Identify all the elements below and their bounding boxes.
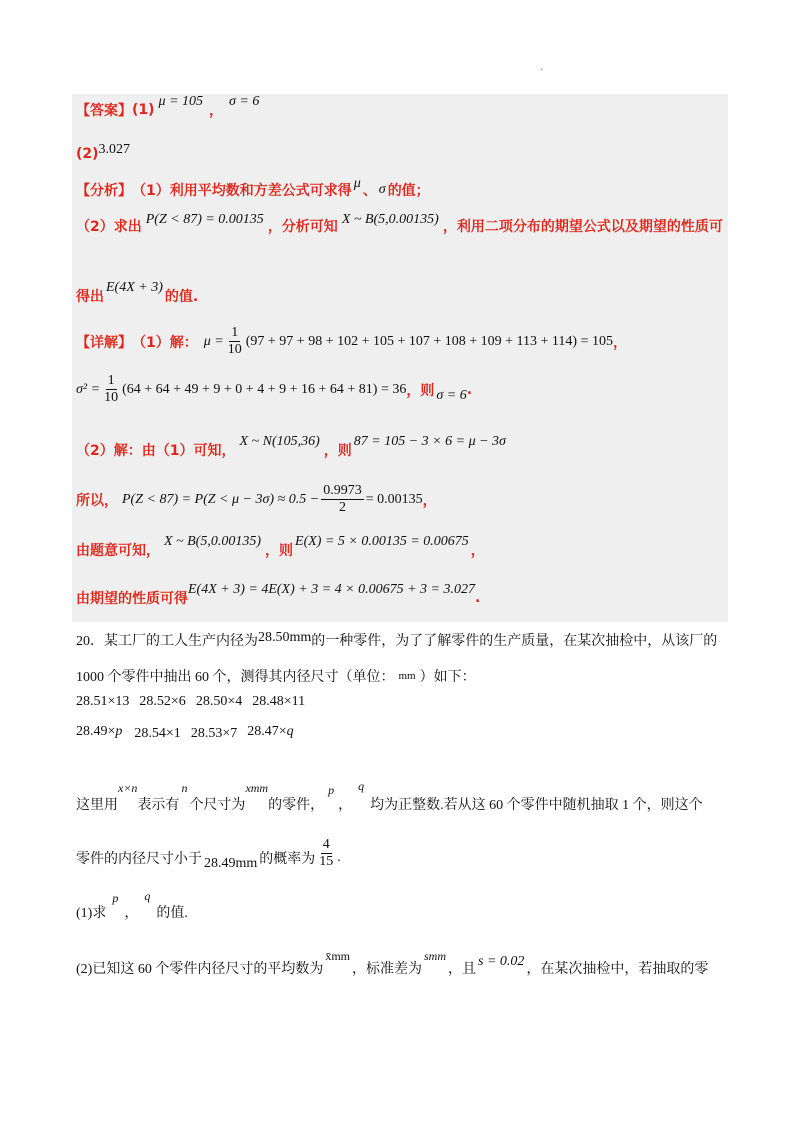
answer-part2-number: (2) bbox=[76, 146, 99, 162]
q20-data-cell: 28.51×13 bbox=[76, 694, 130, 709]
analysis-label: 【分析】 bbox=[76, 183, 132, 199]
q20-threshold: 28.49mm bbox=[204, 855, 258, 871]
q20-data-cell: 28.48×11 bbox=[252, 694, 306, 709]
q20-line4-a: 零件的内径尺寸小于 bbox=[76, 851, 202, 867]
q20-line3-e: 均为正整数.若从这 60 个零件中随机抽取 1 个，则这个 bbox=[370, 798, 703, 813]
q20-sym-smm: smm bbox=[424, 948, 447, 963]
q20-sym-n: n bbox=[181, 780, 188, 795]
analysis-line3-b: 的值. bbox=[164, 289, 199, 305]
q20-sym-xbar: x̄mm bbox=[325, 948, 350, 963]
detail-fraction-2 bbox=[102, 374, 120, 405]
q20-data-row-2 bbox=[76, 724, 294, 740]
detail-line1-end: ， bbox=[612, 334, 627, 351]
fraction-denominator: 10 bbox=[104, 390, 119, 405]
fraction-denominator: 10 bbox=[227, 342, 242, 357]
q20-line3-b: 表示有 bbox=[137, 798, 180, 813]
q20-probability-fraction bbox=[317, 838, 335, 869]
q20-sub2-c: ，且 bbox=[448, 962, 477, 977]
q20-data-cell: 28.54×1 bbox=[134, 726, 181, 741]
fraction-numerator: 4 bbox=[322, 837, 330, 852]
corner-mark: . bbox=[540, 62, 544, 73]
detail-line5-mid: ，则 bbox=[265, 543, 294, 559]
fraction-numerator: 0.9973 bbox=[323, 483, 362, 498]
analysis-line1-text: （1）利用平均数和方差公式可求得 bbox=[132, 183, 352, 199]
detail-line5-a: 由题意可知， bbox=[76, 543, 160, 559]
detail-variance-post: (64 + 64 + 49 + 9 + 0 + 4 + 9 + 16 + 64 + 81) = 36 bbox=[122, 381, 407, 397]
detail-final-expectation: E(4X + 3) = 4E(X) + 3 = 4 × 0.00675 + 3 = 3.027 bbox=[188, 582, 475, 597]
detail-prob-expr-post: = 0.00135 bbox=[365, 491, 423, 507]
fraction-denominator: 15 bbox=[319, 854, 334, 869]
q20-line4-b: 的概率为 bbox=[259, 851, 316, 867]
detail-variance-pre: σ² = bbox=[76, 381, 101, 397]
q20-sub2-d: ，在某次抽检中，若抽取的零 bbox=[526, 962, 709, 977]
q20-line3-comma: ， bbox=[338, 798, 353, 813]
answer-part2-value: 3.027 bbox=[98, 142, 131, 157]
q20-sym-s: s = 0.02 bbox=[478, 954, 525, 969]
detail-line3-a: （2）解：由（1）可知， bbox=[76, 443, 236, 459]
answer-label: 【答案】 bbox=[76, 103, 132, 119]
q20-line2-a: 1000 个零件中抽出 60 个，测得其内径尺寸（单位： bbox=[76, 670, 395, 685]
q20-sub1-b: 的值. bbox=[156, 906, 188, 921]
q20-sym-p: p bbox=[328, 782, 335, 797]
analysis-line3-a: 得出 bbox=[76, 289, 104, 305]
q20-line-4 bbox=[76, 838, 341, 869]
detail-fraction-1 bbox=[226, 326, 244, 357]
q20-data-cell: 28.53×7 bbox=[190, 726, 238, 741]
q20-subquestion-2 bbox=[76, 948, 709, 977]
q20-sym-q: q bbox=[358, 778, 365, 793]
q20-line4-end: . bbox=[337, 849, 341, 865]
q20-line-2 bbox=[76, 666, 476, 686]
detail-line1-a: （1）解： bbox=[132, 334, 198, 351]
q20-line-1 bbox=[76, 630, 717, 650]
detail-line-3 bbox=[76, 432, 506, 459]
q20-var-p: p bbox=[115, 724, 123, 739]
q20-sym-xn: x×n bbox=[118, 780, 138, 795]
detail-ex: E(X) = 5 × 0.00135 = 0.00675 bbox=[295, 534, 469, 549]
answer-mu-value: μ = 105 bbox=[158, 94, 204, 109]
detail-line-4 bbox=[76, 484, 437, 515]
q20-line3-c: 个尺寸为 bbox=[189, 798, 246, 813]
answer-separator: ， bbox=[209, 103, 224, 119]
detail-sigma-result: σ = 6 bbox=[436, 387, 467, 403]
analysis-expr-binomial: X ~ B(5,0.00135) bbox=[341, 212, 439, 227]
q20-data-cell: 28.52×6 bbox=[139, 694, 186, 709]
q20-sub1-a: (1)求 bbox=[76, 906, 107, 921]
q20-line3-d: 的零件， bbox=[268, 798, 325, 813]
q20-data-cell: 28.47× bbox=[247, 724, 287, 739]
analysis-line-2 bbox=[76, 212, 723, 236]
answer-line-2 bbox=[76, 142, 131, 162]
detail-line6-a: 由期望的性质可得 bbox=[76, 591, 188, 607]
detail-mu-expr-post: (97 + 97 + 98 + 102 + 105 + 107 + 108 + 109 + 113 + 114) = 105 bbox=[245, 333, 613, 349]
detail-fraction-3 bbox=[321, 484, 364, 515]
detail-mu-expr-pre: μ = bbox=[203, 333, 224, 349]
detail-line-2 bbox=[76, 374, 472, 405]
analysis-line2-c: ，利用二项分布的期望公式以及期望的性质可 bbox=[442, 219, 723, 235]
q20-unit: mm bbox=[398, 670, 416, 682]
analysis-line2-b: ，分析可知 bbox=[267, 219, 338, 235]
detail-line-6 bbox=[76, 580, 481, 607]
analysis-line1-end: 的值； bbox=[387, 183, 430, 199]
analysis-sigma-symbol: σ bbox=[378, 182, 386, 197]
analysis-line-3 bbox=[76, 278, 199, 305]
detail-normal-dist: X ~ N(105,36) bbox=[239, 434, 320, 449]
q20-data-cell: 28.50×4 bbox=[195, 694, 243, 709]
q20-sub1-comma: ， bbox=[124, 906, 139, 921]
detail-line-1 bbox=[76, 326, 627, 357]
q20-var-q: q bbox=[286, 724, 294, 739]
q20-inner-diameter: 28.50mm bbox=[258, 630, 312, 645]
detail-line-5 bbox=[76, 532, 485, 559]
detail-prob-expr-pre: P(Z < 87) = P(Z < μ − 3σ) ≈ 0.5 − bbox=[122, 491, 320, 507]
detail-line3-mid: ，则 bbox=[323, 443, 352, 459]
detail-line5-end: ， bbox=[470, 543, 485, 559]
detail-binomial: X ~ B(5,0.00135) bbox=[164, 534, 262, 549]
q20-line-3 bbox=[76, 778, 703, 813]
answer-sigma-value: σ = 6 bbox=[229, 94, 260, 109]
q20-data-row-1 bbox=[76, 694, 305, 710]
analysis-line-1 bbox=[76, 176, 430, 200]
analysis-mu-symbol: μ bbox=[353, 176, 361, 191]
detail-line2-end: . bbox=[466, 381, 473, 398]
q20-sym-xmm: xmm bbox=[245, 780, 269, 795]
q20-line1-a: 20．某工厂的工人生产内径为 bbox=[76, 634, 258, 649]
detail-line4-end: ， bbox=[422, 492, 437, 509]
q20-data-cell: 28.49× bbox=[76, 724, 116, 739]
detail-label: 【详解】 bbox=[76, 334, 132, 351]
q20-sub2-a: (2)已知这 60 个零件内径尺寸的平均数为 bbox=[76, 962, 324, 977]
q20-line3-a: 这里用 bbox=[76, 798, 118, 813]
fraction-denominator: 2 bbox=[338, 500, 346, 515]
q20-line1-b: 的一种零件，为了了解零件的生产质量，在某次抽检中，从该厂的 bbox=[311, 634, 718, 649]
q20-sub2-b: ，标准差为 bbox=[352, 962, 422, 977]
detail-line6-end: . bbox=[475, 590, 481, 606]
fraction-numerator: 1 bbox=[231, 325, 239, 340]
q20-sub1-q: q bbox=[144, 888, 151, 903]
q20-subquestion-1 bbox=[76, 888, 188, 921]
detail-line4-a: 所以， bbox=[76, 492, 118, 509]
answer-line-1 bbox=[76, 94, 260, 120]
analysis-line2-a: （2）求出 bbox=[76, 219, 142, 235]
detail-line2-mid: ，则 bbox=[406, 382, 435, 399]
fraction-numerator: 1 bbox=[107, 373, 115, 388]
detail-87-expr: 87 = 105 − 3 × 6 = μ − 3σ bbox=[353, 434, 506, 449]
analysis-line1-sep: 、 bbox=[362, 183, 377, 199]
answer-part1-number: (1) bbox=[132, 102, 155, 118]
q20-line2-b: ）如下： bbox=[419, 670, 476, 685]
analysis-expr-p: P(Z < 87) = 0.00135 bbox=[145, 212, 264, 227]
analysis-expr-expectation: E(4X + 3) bbox=[106, 280, 163, 295]
q20-sub1-p: p bbox=[112, 890, 119, 905]
